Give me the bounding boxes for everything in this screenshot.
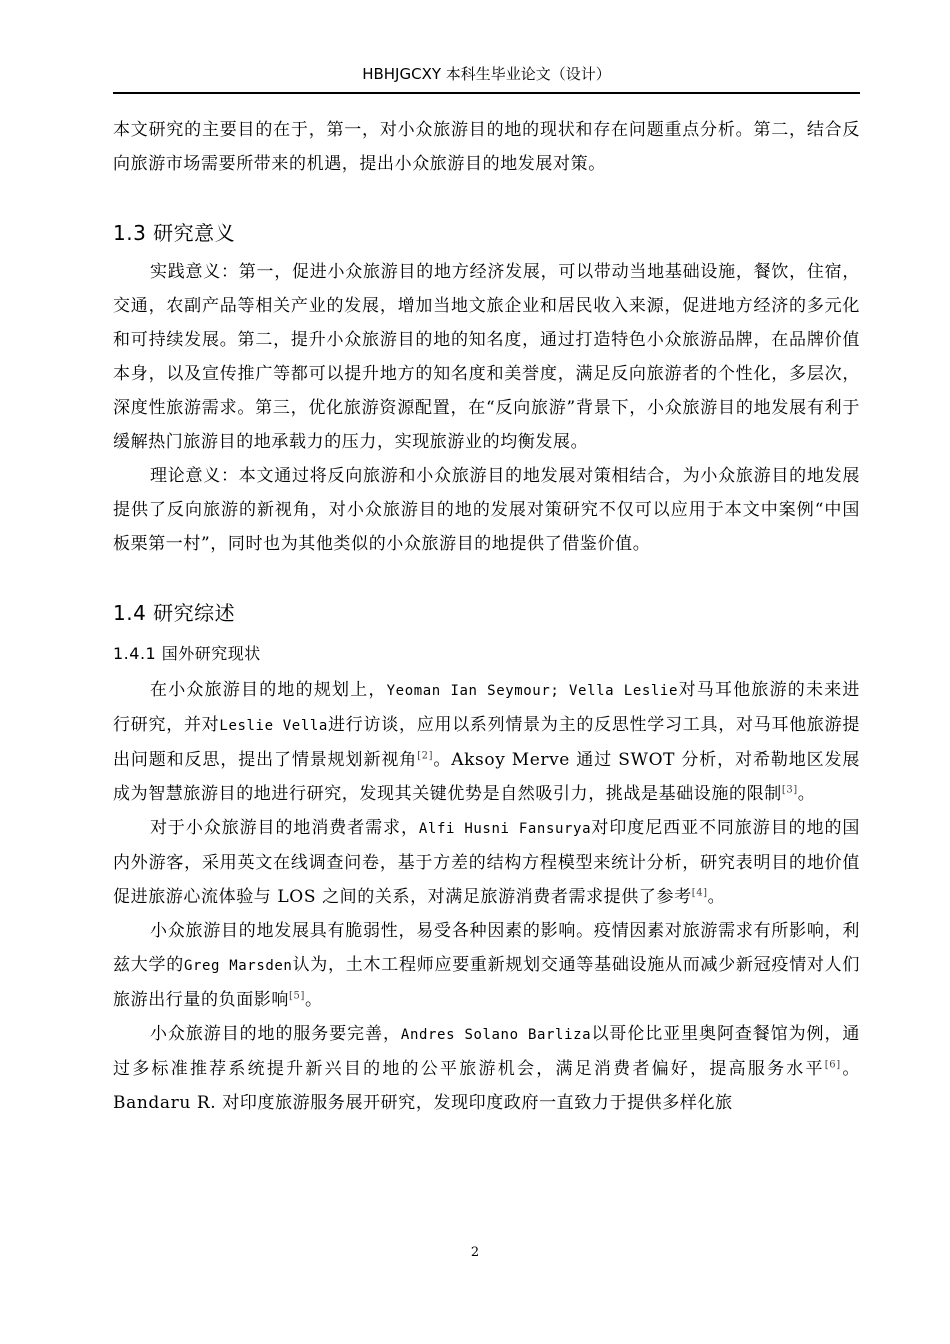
running-header: HBHJGCXY 本科生毕业论文（设计） (362, 65, 611, 83)
foreign-research-paragraph-1 (113, 673, 860, 811)
page-content (113, 113, 860, 1120)
citation-marker: [2] (417, 750, 434, 762)
author-name: Alfi Husni Fansurya (418, 821, 592, 837)
foreign-research-paragraph-4 (113, 1017, 860, 1120)
page-number: 2 (470, 1245, 480, 1260)
foreign-research-paragraph-3 (113, 914, 860, 1017)
intro-paragraph: 本文研究的主要目的在于，第一，对小众旅游目的地的现状和存在问题重点分析。第二，结合反向旅游市场需要所带来的机遇，提出小众旅游目的地发展对策。 (113, 120, 860, 174)
text-span: 对印度尼西亚不同旅游目的地的国内外游客，采用英文在线调查问卷，基于方差的结构方程模型来统计分析，研究表明目的地价值促进旅游心流体验与 LOS 之间的关系，对满足旅游消费者需求提供了参考 (113, 818, 861, 907)
section-heading-1-3: 1.3 研究意义 (113, 221, 236, 245)
foreign-research-paragraph-2 (113, 811, 860, 914)
practical-significance-paragraph: 实践意义：第一，促进小众旅游目的地方经济发展，可以带动当地基础设施，餐饮，住宿，交通，农副产品等相关产业的发展，增加当地文旅企业和居民收入来源，促进地方经济的多元化和可持续发展。第二，提升小众旅游目的地的知名度，通过打造特色小众旅游品牌，在品牌价值本身，以及宣传推广等都可以提升地方的知名度和美誉度，满足反向旅游者的个性化，多层次，深度性旅游需求。第三，优化旅游资源配置，在“反向旅游”背景下，小众旅游目的地发展有利于缓解热门旅游目的地承载力的压力，实现旅游业的均衡发展。 (113, 262, 860, 452)
author-name: Leslie Vella (219, 718, 328, 734)
theoretical-significance-paragraph: 理论意义：本文通过将反向旅游和小众旅游目的地发展对策相结合，为小众旅游目的地发展提供了反向旅游的新视角，对小众旅游目的地的发展对策研究不仅可以应用于本文中案例“中国板栗第一村”，同时也为其他类似的小众旅游目的地提供了借鉴价值。 (113, 466, 860, 554)
text-span: 对马耳他旅游的未来进行研究，并对 (113, 680, 860, 735)
text-span: 认为，土木工程师应要重新规划交通等基础设施从而减少新冠疫情对人们旅游出行量的负面影响 (113, 955, 860, 1010)
text-span: 小众旅游目的地发展具有脆弱性，易受各种因素的影响。疫情因素对旅游需求有所影响，利兹大学的 (113, 921, 860, 975)
header-rule (113, 92, 860, 94)
author-name: Andres Solano Barliza (400, 1027, 592, 1043)
section-heading-1-4: 1.4 研究综述 (113, 601, 236, 625)
text-span: 。 (797, 784, 816, 804)
citation-marker: [5] (289, 990, 305, 1002)
text-span: 。 (304, 990, 323, 1010)
text-span: 以哥伦比亚里奥阿查餐馆为例，通过多标准推荐系统提升新兴目的地的公平旅游机会，满足消费者偏好，提高服务水平 (113, 1024, 861, 1079)
text-span: 进行访谈，应用以系列情景为主的反思性学习工具，对马耳他旅游提出问题和反思，提出了情景规划新视角 (113, 715, 860, 770)
citation-marker: [6] (824, 1059, 841, 1071)
text-span: 小众旅游目的地的服务要完善， (150, 1024, 401, 1044)
text-span: 。Aksoy Merve 通过 SWOT 分析，对希勒地区发展成为智慧旅游目的地进行研究，发现其关键优势是自然吸引力，挑战是基础设施的限制 (113, 750, 860, 804)
text-span: 。 (707, 887, 726, 907)
text-span: 对于小众旅游目的地消费者需求， (150, 818, 419, 838)
text-span: 。Bandaru R. 对印度旅游服务展开研究，发现印度政府一直致力于提供多样化旅 (113, 1059, 860, 1113)
author-name: Yeoman Ian Seymour; Vella Leslie (386, 683, 678, 699)
citation-marker: [4] (691, 887, 708, 899)
citation-marker: [3] (781, 784, 798, 796)
subsection-heading-1-4-1: 1.4.1 国外研究现状 (113, 644, 261, 663)
author-name: Greg Marsden (183, 958, 293, 974)
text-span: 在小众旅游目的地的规划上， (150, 680, 387, 700)
